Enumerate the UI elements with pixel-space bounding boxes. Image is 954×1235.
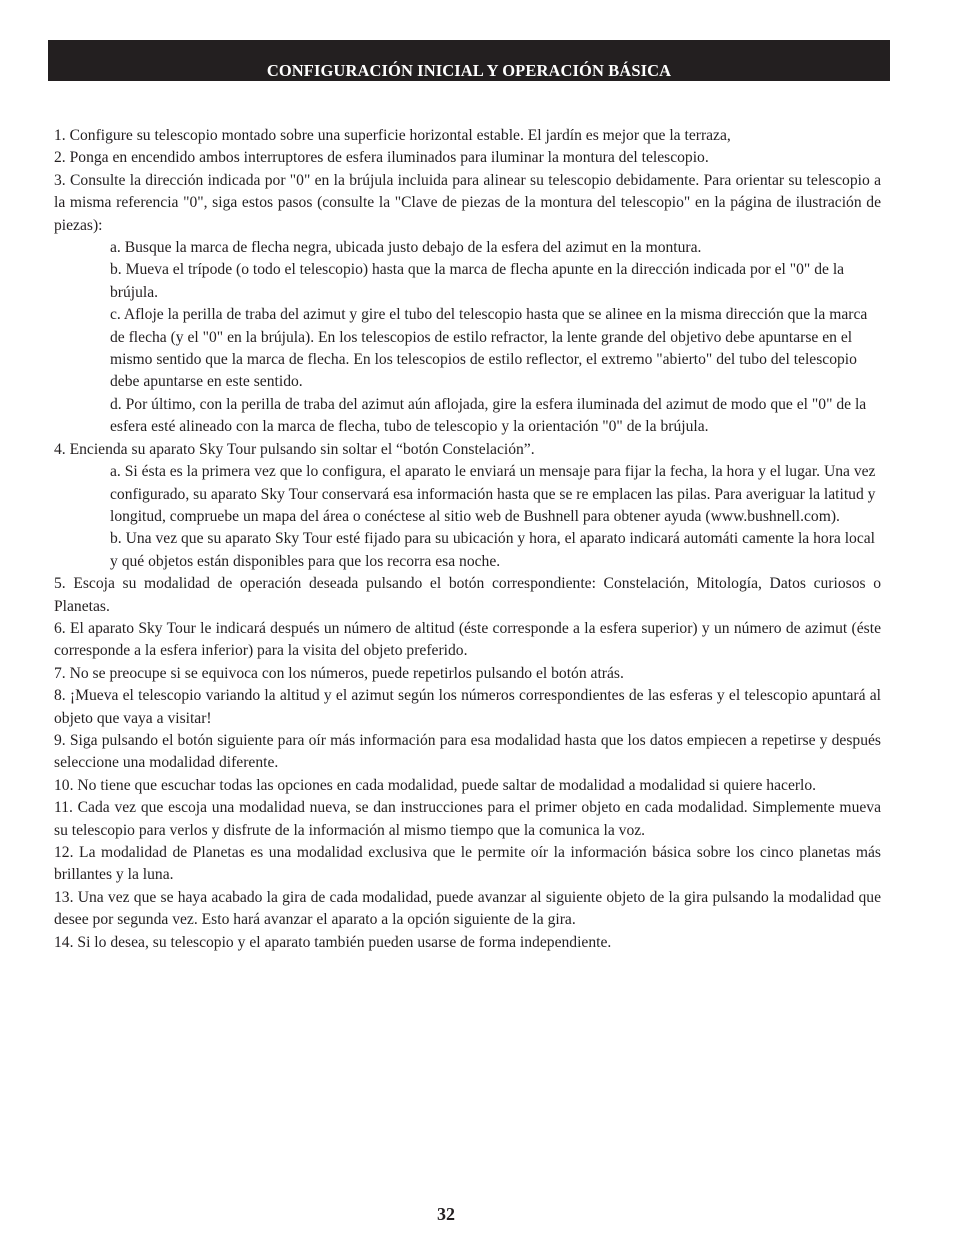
page-number: 32	[437, 1204, 455, 1224]
section-header-bar	[48, 40, 890, 81]
step-4: 4. Encienda su aparato Sky Tour pulsando sin soltar el “botón Constelación”.	[54, 440, 535, 458]
step-3: 3. Consulte la dirección indicada por "0" en la brújula incluida para alinear su telescopio debidamente. Para orientar su telescopio a la misma referencia "0", siga estos pasos (consulte la "Clave de piezas de la montura del telescopio" en la página de ilustración de piezas):	[54, 171, 881, 234]
step-11: 11. Cada vez que escoja una modalidad nueva, se dan instrucciones para el primer objeto en cada modalidad. Simplemente mueva su telescopio para verlos y disfrute de la información al mismo tiempo que la comunica la voz.	[54, 799, 881, 839]
step-3-sub-b: b. Mueva el trípode (o todo el telescopio) hasta que la marca de flecha apunte en la dirección indicada por el "0" de la brújula.	[110, 261, 845, 301]
step-10: 10. No tiene que escuchar todas las opciones en cada modalidad, puede saltar de modalidad a modalidad si quiere hacerlo.	[54, 776, 817, 794]
step-2: 2. Ponga en encendido ambos interruptores de esfera iluminados para iluminar la montura del telescopio.	[54, 149, 709, 167]
step-7: 7. No se preocupe si se equivoca con los números, puede repetirlos pulsando el botón atrás.	[54, 664, 624, 682]
step-6: 6. El aparato Sky Tour le indicará después un número de altitud (éste corresponde a la esfera superior) y un número de azimut (éste corresponde a la esfera inferior) para la visita del objeto preferido.	[54, 619, 881, 660]
step-3-sub-a: a. Busque la marca de flecha negra, ubicada justo debajo de la esfera del azimut en la montura.	[110, 239, 702, 257]
step-1: 1. Configure su telescopio montado sobre una superficie horizontal estable. El jardín es mejor que la terraza,	[54, 127, 731, 144]
section-title: CONFIGURACIÓN INICIAL Y OPERACIÓN BÁSICA	[266, 61, 672, 80]
step-13: 13. Una vez que se haya acabado la gira de cada modalidad, puede avanzar al siguiente objeto de la gira pulsando la modalidad que desee por segunda vez. Esto hará avanzar el aparato a la opción siguiente de la gira.	[54, 888, 881, 929]
step-14: 14. Si lo desea, su telescopio y el aparato también pueden usarse de forma independiente.	[54, 933, 612, 951]
step-3-sub-d: d. Por último, con la perilla de traba del azimut aún aflojada, gire la esfera iluminada del azimut de modo que el "0" de la esfera esté alineado con la marca de flecha, tubo de telescopio y la orientación "0" de la brújula.	[110, 395, 867, 436]
step-9: 9. Siga pulsando el botón siguiente para oír más información para esa modalidad hasta que los datos empiecen a repetirse y después seleccione una modalidad diferente.	[54, 731, 881, 772]
step-8: 8. ¡Mueva el telescopio variando la altitud y el azimut según los números correspondientes de las esferas y el telescopio apuntará al objeto que vaya a visitar!	[54, 687, 881, 727]
step-3-sub-c: c. Afloje la perilla de traba del azimut y gire el tubo del telescopio hasta que se alinee en la misma dirección que la marca de flecha (y el "0" en la brújula). En los telescopios de estilo refractor, la lente grande del objetivo debe apuntarse en el mismo sentido que la marca de flecha. En los telescopios de estilo reflector, el extremo "abierto" del tubo del telescopio debe apuntarse en este sentido.	[110, 306, 868, 391]
step-4-sub-a: a. Si ésta es la primera vez que lo configura, el aparato le enviará un mensaje para fijar la fecha, la hora y el lugar. Una vez configurado, su aparato Sky Tour conservará esa información hasta que se re emplacen las pilas. Para averiguar la latitud y longitud, compruebe un mapa del área o conéctese al sitio web de Bushnell para obtener ayuda (www.bushnell.com).	[110, 463, 876, 525]
instructions-body	[54, 125, 881, 954]
step-5: 5. Escoja su modalidad de operación deseada pulsando el botón correspondiente: Constelación, Mitología, Datos curiosos o Planetas.	[54, 575, 881, 615]
step-4-sub-b: b. Una vez que su aparato Sky Tour esté fijado para su ubicación y hora, el aparato indicará automáti camente la hora local y qué objetos están disponibles para que los recorra esa noche.	[110, 530, 876, 570]
step-12: 12. La modalidad de Planetas es una modalidad exclusiva que le permite oír la información básica sobre los cinco planetas más brillantes y la luna.	[54, 844, 881, 884]
